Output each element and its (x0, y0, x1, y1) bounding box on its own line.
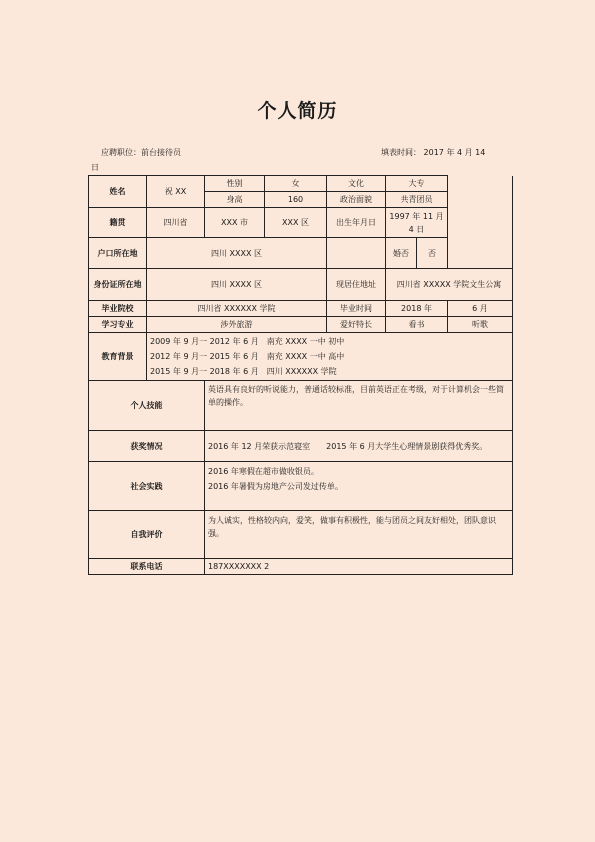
native-city: XXX 市 (205, 208, 265, 238)
hobby-label: 爱好特长 (327, 317, 386, 333)
grad-label: 毕业时间 (327, 301, 386, 317)
hobby-1: 看书 (386, 317, 448, 333)
edu-list (147, 333, 513, 381)
awards-label: 获奖情况 (89, 431, 205, 462)
hobby-2: 听歌 (448, 317, 513, 333)
phone-label: 联系电话 (89, 559, 205, 575)
photo-area (448, 176, 513, 269)
fill-time-wrap: 日 (91, 163, 99, 172)
hukou-spacer (327, 238, 386, 269)
name-label: 姓名 (89, 176, 147, 208)
position-applied: 应聘职位：前台接待员 (101, 148, 181, 157)
school-label: 毕业院校 (89, 301, 147, 317)
major-value: 涉外旅游 (147, 317, 327, 333)
gender-value: 女 (265, 176, 327, 192)
birth-value: 1997 年 11 月 4 日 (386, 208, 448, 238)
hukou-value: 四川 XXXX 区 (147, 238, 327, 269)
name-value: 祝 XX (147, 176, 205, 208)
page-title: 个人简历 (257, 100, 338, 122)
self-eval-label: 自我评价 (89, 511, 205, 559)
marriage-value: 否 (417, 238, 448, 269)
grad-month: 6 月 (448, 301, 513, 317)
edu-item: 2015 年 9 月一 2018 年 6 月 四川 XXXXXX 学院 (150, 367, 337, 376)
education-label: 文化 (327, 176, 386, 192)
address-value: 四川省 XXXXX 学院文生公寓 (386, 269, 513, 301)
native-label: 籍贯 (89, 208, 147, 238)
hukou-label: 户口所在地 (89, 238, 147, 269)
practice-item: 2016 年暑假为房地产公司发过传单。 (208, 482, 343, 491)
native-province: 四川省 (147, 208, 205, 238)
address-label: 现居住地址 (327, 269, 386, 301)
edu-item: 2012 年 9 月一 2015 年 6 月 南充 XXXX 一中 高中 (150, 352, 345, 361)
marriage-label: 婚否 (386, 238, 417, 269)
politics-label: 政治面貌 (327, 192, 386, 208)
resume-table (88, 175, 513, 575)
skills-label: 个人技能 (89, 381, 205, 431)
practice-item: 2016 年寒假在超市做收银员。 (208, 467, 319, 476)
skills-value: 英语具有良好的听说能力，普通话较标准，目前英语正在考级，对于计算机会一些简单的操作。 (205, 381, 513, 431)
height-value: 160 (265, 192, 327, 208)
fill-time: 填表时间： 2017 年 4 月 14 (381, 148, 486, 157)
gender-label: 性别 (205, 176, 265, 192)
education-value: 大专 (386, 176, 448, 192)
major-label: 学习专业 (89, 317, 147, 333)
id-label: 身份证所在地 (89, 269, 147, 301)
height-label: 身高 (205, 192, 265, 208)
birth-label: 出生年月日 (327, 208, 386, 238)
native-district: XXX 区 (265, 208, 327, 238)
practice-label: 社会实践 (89, 462, 205, 511)
self-eval-value: 为人诚实，性格较内向，爱笑，做事有积极性，能与团员之间友好相处，团队意识强。 (205, 511, 513, 559)
practice-list (205, 462, 513, 511)
edu-item: 2009 年 9 月一 2012 年 6 月 南充 XXXX 一中 初中 (150, 337, 345, 346)
edu-label: 教育背景 (89, 333, 147, 381)
awards-value: 2016 年 12 月荣获示范寝室 2015 年 6 月大学生心理情景剧获得优秀奖。 (205, 431, 513, 462)
grad-year: 2018 年 (386, 301, 448, 317)
politics-value: 共青团员 (386, 192, 448, 208)
phone-value: 187XXXXXXX 2 (205, 559, 513, 575)
school-value: 四川省 XXXXXX 学院 (147, 301, 327, 317)
id-value: 四川 XXXX 区 (147, 269, 327, 301)
